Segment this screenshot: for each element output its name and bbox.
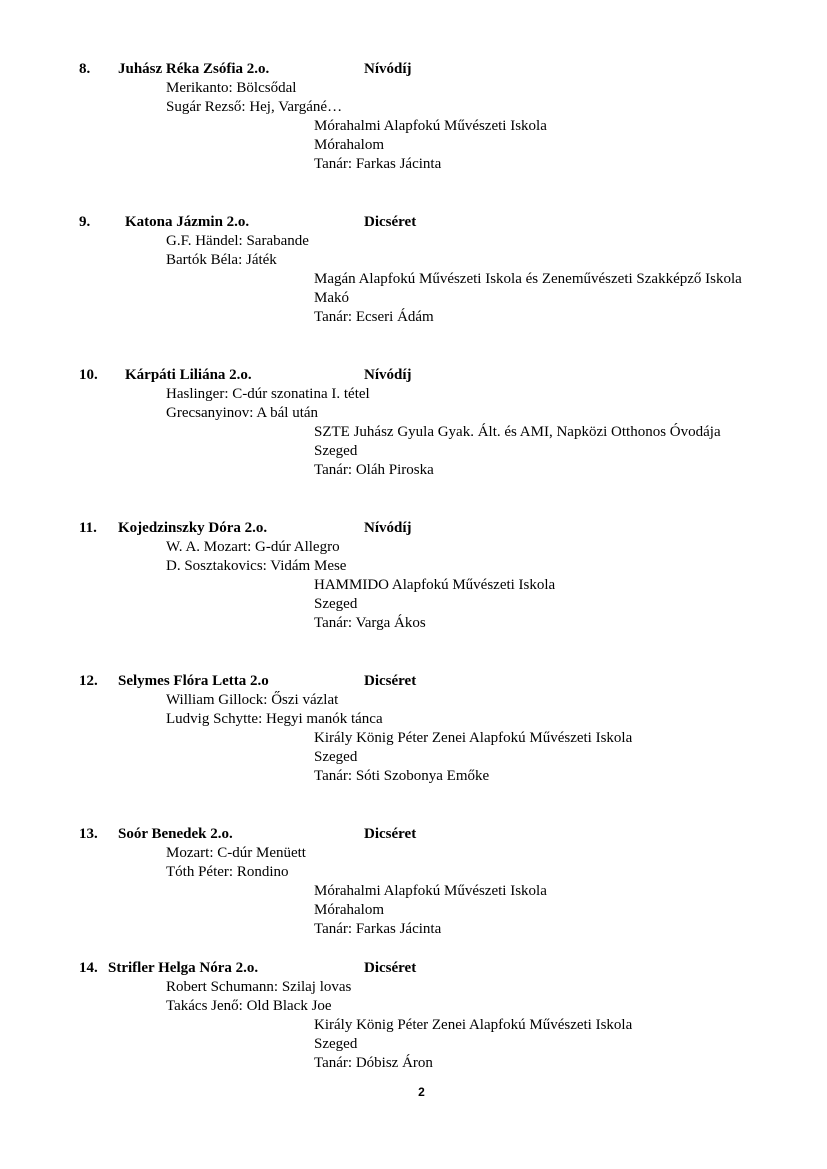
teacher: Tanár: Ecseri Ádám bbox=[314, 309, 434, 325]
teacher: Tanár: Dóbisz Áron bbox=[314, 1055, 433, 1071]
city: Szeged bbox=[314, 596, 358, 612]
piece-2: Tóth Péter: Rondino bbox=[166, 864, 289, 880]
entry-header bbox=[0, 672, 827, 691]
piece-2: Bartók Béla: Játék bbox=[166, 252, 277, 268]
piece-2: Sugár Rezső: Hej, Vargáné… bbox=[166, 99, 343, 115]
entry-number: 10. bbox=[79, 367, 98, 383]
entry-header bbox=[0, 519, 827, 538]
teacher: Tanár: Farkas Jácinta bbox=[314, 156, 442, 172]
piece-1: W. A. Mozart: G-dúr Allegro bbox=[166, 539, 340, 555]
entry-12 bbox=[0, 672, 827, 786]
school: Király König Péter Zenei Alapfokú Művészeti Iskola bbox=[314, 1017, 633, 1033]
piece-1: William Gillock: Őszi vázlat bbox=[166, 692, 339, 708]
entry-header bbox=[0, 60, 827, 79]
school: SZTE Juhász Gyula Gyak. Ált. és AMI, Napközi Otthonos Óvodája bbox=[314, 424, 721, 440]
city: Makó bbox=[314, 290, 349, 306]
teacher: Tanár: Oláh Piroska bbox=[314, 462, 434, 478]
award: Dicséret bbox=[364, 826, 417, 842]
piece-1: Robert Schumann: Szilaj lovas bbox=[166, 979, 352, 995]
school: Magán Alapfokú Művészeti Iskola és Zeneművészeti Szakképző Iskola bbox=[314, 271, 742, 287]
entry-number: 11. bbox=[79, 520, 97, 536]
award: Dicséret bbox=[364, 214, 417, 230]
city: Szeged bbox=[314, 749, 358, 765]
piece-1: Mozart: C-dúr Menüett bbox=[166, 845, 306, 861]
entry-header bbox=[0, 366, 827, 385]
teacher: Tanár: Farkas Jácinta bbox=[314, 921, 442, 937]
piece-1: G.F. Händel: Sarabande bbox=[166, 233, 309, 249]
piece-2: Takács Jenő: Old Black Joe bbox=[166, 998, 332, 1014]
entry-9 bbox=[0, 213, 827, 327]
student-name: Juhász Réka Zsófia 2.o. bbox=[118, 61, 270, 77]
award: Dicséret bbox=[364, 673, 417, 689]
school: Mórahalmi Alapfokú Művészeti Iskola bbox=[314, 883, 547, 899]
entry-header bbox=[0, 825, 827, 844]
entry-number: 12. bbox=[79, 673, 98, 689]
entry-14 bbox=[0, 959, 827, 1073]
entry-number: 14. bbox=[79, 960, 98, 976]
teacher: Tanár: Varga Ákos bbox=[314, 615, 426, 631]
entry-13 bbox=[0, 825, 827, 939]
award: Dicséret bbox=[364, 960, 417, 976]
school: Király König Péter Zenei Alapfokú Művészeti Iskola bbox=[314, 730, 633, 746]
city: Mórahalom bbox=[314, 902, 384, 918]
student-name: Selymes Flóra Letta 2.o bbox=[118, 673, 269, 689]
city: Szeged bbox=[314, 443, 358, 459]
student-name: Kojedzinszky Dóra 2.o. bbox=[118, 520, 268, 536]
page-number: 2 bbox=[418, 1085, 425, 1099]
entry-number: 8. bbox=[79, 61, 91, 77]
award: Nívódíj bbox=[364, 367, 412, 383]
city: Szeged bbox=[314, 1036, 358, 1052]
entry-number: 9. bbox=[79, 214, 91, 230]
entry-10 bbox=[0, 366, 827, 480]
school: Mórahalmi Alapfokú Művészeti Iskola bbox=[314, 118, 547, 134]
student-name: Kárpáti Liliána 2.o. bbox=[125, 367, 252, 383]
piece-1: Haslinger: C-dúr szonatina I. tétel bbox=[166, 386, 370, 402]
student-name: Katona Jázmin 2.o. bbox=[125, 214, 250, 230]
entry-8 bbox=[0, 60, 827, 174]
entry-number: 13. bbox=[79, 826, 98, 842]
teacher: Tanár: Sóti Szobonya Emőke bbox=[314, 768, 490, 784]
entry-11 bbox=[0, 519, 827, 633]
entry-header bbox=[0, 959, 827, 978]
piece-1: Merikanto: Bölcsődal bbox=[166, 80, 297, 96]
city: Mórahalom bbox=[314, 137, 384, 153]
student-name: Strifler Helga Nóra 2.o. bbox=[108, 960, 259, 976]
piece-2: Grecsanyinov: A bál után bbox=[166, 405, 319, 421]
award: Nívódíj bbox=[364, 520, 412, 536]
school: HAMMIDO Alapfokú Művészeti Iskola bbox=[314, 577, 556, 593]
student-name: Soór Benedek 2.o. bbox=[118, 826, 233, 842]
entry-header bbox=[0, 213, 827, 232]
piece-2: Ludvig Schytte: Hegyi manók tánca bbox=[166, 711, 383, 727]
piece-2: D. Sosztakovics: Vidám Mese bbox=[166, 558, 347, 574]
award: Nívódíj bbox=[364, 61, 412, 77]
